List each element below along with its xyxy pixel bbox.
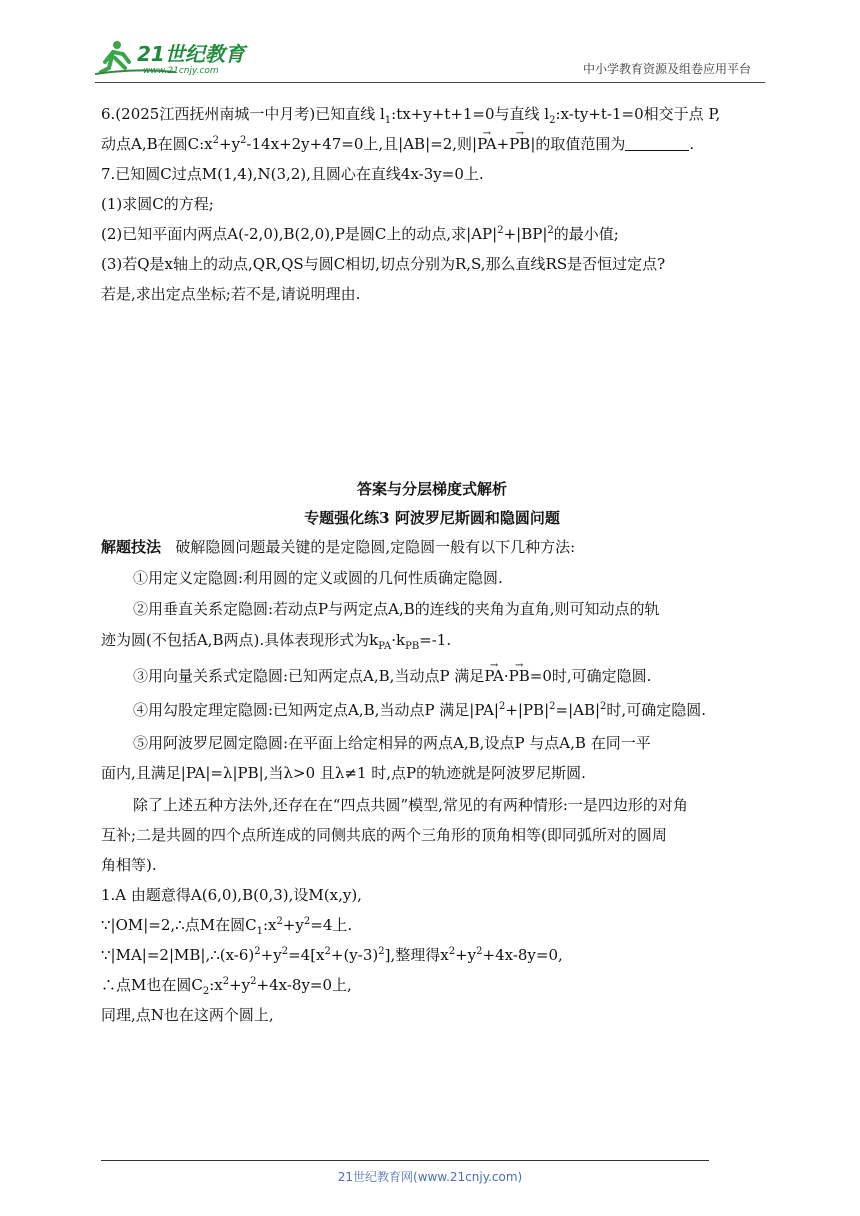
vector-pb: → PB	[509, 666, 530, 686]
footer-link[interactable]: 21世纪教育网(www.21cnjy.com)	[337, 1170, 523, 1184]
method-3: ③用向量关系式定隐圆:已知两定点A,B,当动点P 满足→ PA·→ PB=0时,可确定隐圆.	[101, 666, 763, 686]
q7-line1: 7.已知圆C过点M(1,4),N(3,2),且圆心在直线4x-3y=0上.	[101, 165, 484, 183]
q7-part2: (2)已知平面内两点A(-2,0),B(2,0),P是圆C上的动点,求$|AP|^2+|BP|^2$的最小值;	[101, 225, 619, 243]
solution-1-line1: 1.A 由题意得A(6,0),B(0,3),设M(x,y),	[101, 886, 362, 904]
method-1: ①用定义定隐圆:利用圆的定义或圆的几何性质确定隐圆.	[133, 569, 503, 587]
solution-1-line2: ∵|OM|=2,∴点M在圆$C_1:x^2+y^2=4$上.	[101, 916, 353, 937]
q6-line1: 6.(2025江西抚州南城一中月考)已知直线 $l_1:tx+y+t+1=0$与直线 $l_2:x-ty+t-1=0$相交于点 P,	[101, 105, 721, 126]
method-5-cont: 面内,且满足|PA|=λ|PB|,当λ>0 且λ≠1 时,点P的轨迹就是阿波罗尼斯圆.	[101, 764, 586, 782]
solution-1-line3: $\because|MA|=2|MB|,\therefore(x-6)^2+y^2=4[x^2+(y-3)^2]$,整理得$x^2+y^2+4x-8y=0$,	[101, 946, 563, 964]
method-5: ⑤用阿波罗尼圆定隐圆:在平面上给定相异的两点A,B,设点P 与点A,B 在同一平	[133, 734, 651, 752]
method-2-cont: 迹为圆(不包括A,B两点).具体表现形式为$k_{PA}\cdot k_{PB}=-1$.	[101, 631, 452, 652]
technique-intro: 解题技法 破解隐圆问题最关键的是定隐圆,定隐圆一般有以下几种方法:	[101, 538, 576, 556]
q7-part1: (1)求圆C的方程;	[101, 195, 214, 213]
solution-1-line4: ∴点M也在圆$C_2:x^2+y^2+4x-8y=0$上,	[101, 976, 352, 997]
answer-blank	[625, 136, 689, 151]
para-four-points-1: 除了上述五种方法外,还存在在“四点共圆”模型,常见的有两种情形:一是四边形的对角	[133, 796, 688, 814]
q7-part3-cont: 若是,求出定点坐标;若不是,请说明理由.	[101, 285, 361, 303]
solution-1-line5: 同理,点N也在这两个圆上,	[101, 1006, 274, 1024]
answers-title: 答案与分层梯度式解析	[356, 480, 507, 498]
document-body	[101, 104, 763, 1025]
page-header	[95, 38, 765, 80]
para-four-points-3: 角相等).	[101, 856, 157, 874]
q7-part3: (3)若Q是x轴上的动点,QR,QS与圆C相切,切点分别为R,S,那么直线RS是否恒过定点?	[101, 255, 666, 273]
para-four-points-2: 互补;二是共圆的四个点所连成的同侧共底的两个三角形的顶角相等(即同弧所对的圆周	[101, 826, 667, 844]
method-2: ②用垂直关系定隐圆:若动点P与两定点A,B的连线的夹角为直角,则可知动点的轨	[133, 600, 660, 618]
method-4: ④用勾股定理定隐圆:已知两定点A,B,当动点P 满足$|PA|^2+|PB|^2=|AB|^2$时,可确定隐圆.	[133, 701, 706, 719]
q6-line2: 动点A,B在圆$C:x^2+y^2-14x+2y+47=0$上,且|AB|=2,则|→ PA+→ PB|的取值范围为 .	[101, 134, 763, 154]
header-divider	[95, 82, 765, 83]
svg-text:www.21cnjy.com: www.21cnjy.com	[143, 66, 219, 76]
logo-21cnjy	[95, 38, 265, 78]
svg-text:21世纪教育: 21世纪教育	[137, 42, 245, 66]
vector-pa: → PA	[484, 666, 504, 686]
vector-pa: → PA	[477, 134, 497, 154]
footer-divider	[101, 1160, 709, 1161]
header-platform-text: 中小学教育资源及组卷应用平台	[582, 62, 751, 76]
vector-pb: → PB	[509, 134, 530, 154]
answers-subtitle: 专题强化练3 阿波罗尼斯圆和隐圆问题	[304, 509, 560, 527]
